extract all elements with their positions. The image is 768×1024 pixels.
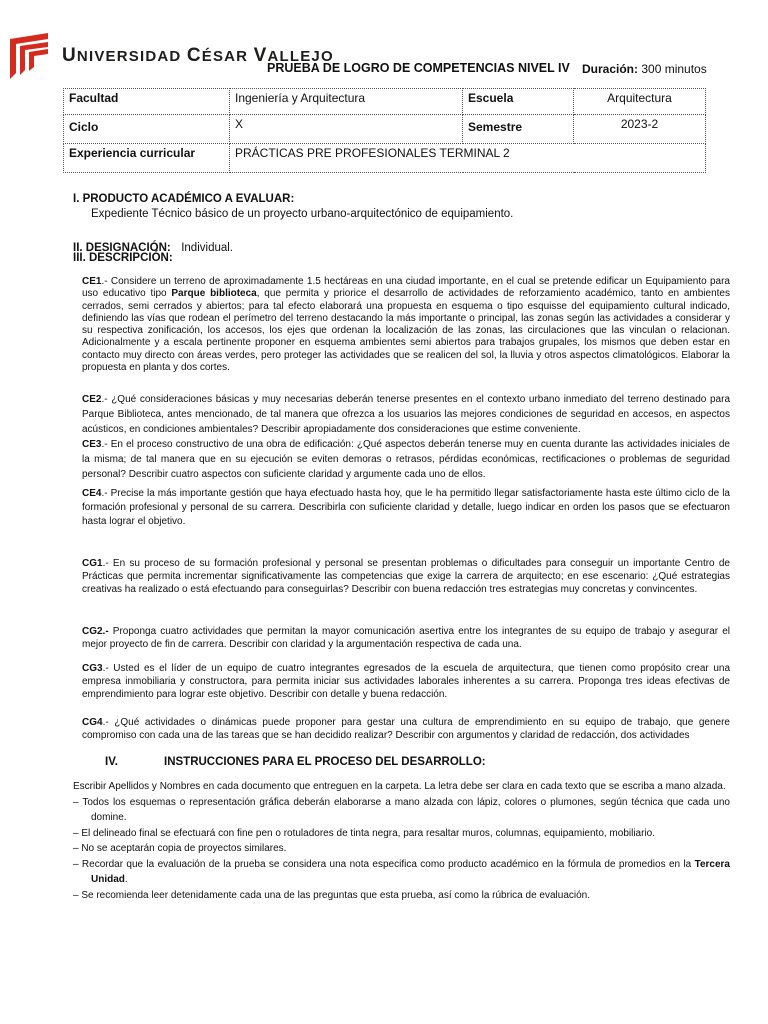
ce2-paragraph: CE2.- ¿Qué consideraciones básicas y muy necesarias deberán tenerse presentes en el contexto urbano inmediato del terreno destinado para Parque Biblioteca, antes mencionado, de tal manera que ofrezca a los usuarios las mejores condiciones de seguridad en accesos, en aspectos acústicos, en condiciones ambientales? Describir apropiadamente dos consideraciones que estime conveniente. — [82, 394, 730, 435]
instruction-intro: Escribir Apellidos y Nombres en cada documento que entreguen en la carpeta. La letra debe ser clara en cada texto que se escriba a mano alzada. — [73, 781, 726, 792]
instruction-item: – Todos los esquemas o representación gráfica deberán elaborarse a mano alzada con lápiz, colores o plumones, según técnica que cada uno domine. — [73, 796, 730, 823]
ciclo-label: Ciclo — [64, 115, 230, 144]
instructions-list — [73, 779, 730, 903]
semestre-label: Semestre — [463, 115, 574, 144]
section-3-title: III. DESCRIPCIÓN: — [73, 252, 173, 264]
facultad-label: Facultad — [64, 89, 230, 115]
ce3-code: CE3 — [82, 439, 102, 450]
ce2-code: CE2 — [82, 394, 102, 405]
escuela-label: Escuela — [463, 89, 574, 115]
instruction-item: – No se aceptarán copia de proyectos similares. — [73, 843, 287, 854]
experiencia-label: Experiencia curricular — [64, 144, 230, 173]
section-2-value: Individual. — [181, 242, 234, 254]
section-1-title: I. PRODUCTO ACADÉMICO A EVALUAR: — [73, 193, 295, 205]
semestre-value: 2023-2 — [574, 115, 706, 144]
cg2-paragraph: CG2.- Proponga cuatro actividades que permitan la mayor comunicación asertiva entre los integrantes de su equipo de trabajo y asegurar el mejor proyecto de fin de carrera. Describir con claridad y la argumentación respectiva de cada una. — [82, 626, 730, 650]
university-name: UNIVERSIDAD CÉSAR VALLEJO — [62, 45, 334, 66]
facultad-value: Ingeniería y Arquitectura — [230, 89, 463, 115]
cg3-code: CG3 — [82, 663, 103, 674]
ce1-paragraph: CE1.- Considere un terreno de aproximadamente 1.5 hectáreas en una ciudad importante, en el cual se pretende edificar un Equipamiento para uso educativo tipo Parque biblioteca, que permita y priorice el desarrollo de actividades de reforzamiento académico, tanto en ambientes cerrados, semi cerrados y abiertos; para tal efecto elaborará una propuesta en esquema o tipo esquisse del equipamiento cultural indicado, definiendo las vías que rodean el perímetro del terreno destacando la más importante o principal, las zonas según las actividades a considerar y su respectiva zonificación, los accesos, los ejes que ordenan la localización de las zonas, las circulaciones que las vinculan o relacionan. Adicionalmente y a escala pertinente proponer en esquema ambientes semi abiertos para trabajos grupales, los mismos que deben estar en contacto muy directo con áreas verdes, pero proteger las actividades que se realicen del sol, la lluvia y otros aspectos climatológicos. Elaborar la propuesta en planta y dos cortes. — [82, 276, 730, 374]
ce4-code: CE4 — [82, 488, 102, 499]
cg3-paragraph: CG3.- Usted es el líder de un equipo de cuatro integrantes egresados de la escuela de arquitectura, que tienen como propósito crear una empresa inmobiliaria y constructora, para permita iniciar sus actividades laborales inherentes a su carrera. Proponga tres ideas efectivas de emprendimiento para lograr este objetivo. Describir con detalle y buena redacción. — [82, 663, 730, 700]
section-4-number: IV. — [105, 756, 119, 768]
section-4-title: INSTRUCCIONES PARA EL PROCESO DEL DESARROLLO: — [164, 756, 486, 768]
instruction-item: – Se recomienda leer detenidamente cada una de las preguntas que esta prueba, así como la rúbrica de evaluación. — [73, 889, 591, 901]
university-logo — [8, 33, 52, 79]
test-title: PRUEBA DE LOGRO DE COMPETENCIAS NIVEL IV — [267, 61, 570, 75]
cg4-paragraph: CG4.- ¿Qué actividades o dinámicas puede proponer para gestar una cultura de emprendimiento en su equipo de trabajo, que genere compromiso con cada una de las tareas que se han decidido realizar? Describir con argumentos y claridad de redacción, dos actividades — [82, 717, 730, 741]
section-1-text: Expediente Técnico básico de un proyecto urbano-arquitectónico de equipamiento. — [91, 208, 514, 220]
ce1-code: CE1 — [82, 276, 102, 287]
ce3-paragraph: CE3.- En el proceso constructivo de una obra de edificación: ¿Qué aspectos deberán tenerse muy en cuenta durante las actividades iniciales de la misma; de tal manera que en su ejecución se eviten demoras o retrasos, pérdidas económicas, rectificaciones o problemas de seguridad personal? Describir cuatro aspectos con suficiente claridad y argumente cada uno de ellos. — [82, 439, 730, 480]
ce4-paragraph: CE4.- Precise la más importante gestión que haya efectuado hasta hoy, que le ha permitido llegar satisfactoriamente hasta este último ciclo de la formación profesional y personal de su carrera. Describirla con suficiente claridad y detalle, luego indicar en orden los pasos que se efectuaron hasta lograr el objetivo. — [82, 488, 730, 527]
ciclo-value: X — [230, 115, 463, 144]
info-table — [63, 88, 706, 173]
escuela-value: Arquitectura — [574, 89, 706, 115]
cg1-paragraph: CG1.- En su proceso de su formación profesional y personal se presentan problemas o dificultades para conseguir un importante Centro de Prácticas que permita incrementar significativamente las competencias que exige la carrera de arquitecto; en ese escenario: ¿Qué estrategias creativas ha realizado o está efectuando para conseguirlas? Describir con buena redacción tres estrategias muy concretas y convincentes. — [82, 558, 730, 595]
duration-label: Duración: — [582, 62, 639, 76]
cg1-code: CG1 — [82, 558, 103, 569]
duration-value: 300 minutos — [641, 62, 707, 76]
duration — [582, 62, 707, 76]
instruction-item: – El delineado final se efectuará con fine pen o rotuladores de tinta negra, para resaltar muros, columnas, equipamiento, mobiliario. — [73, 827, 656, 839]
instruction-item: – Recordar que la evaluación de la prueba se considera una nota especifica como producto académico en la fórmula de promedios en la Tercera Unidad. — [73, 858, 730, 885]
cg2-code: CG2.- — [82, 626, 109, 637]
section-2-title: II. DESIGNACIÓN: — [73, 242, 171, 254]
experiencia-value: PRÁCTICAS PRE PROFESIONALES TERMINAL 2 — [230, 144, 706, 173]
cg4-code: CG4 — [82, 717, 103, 728]
